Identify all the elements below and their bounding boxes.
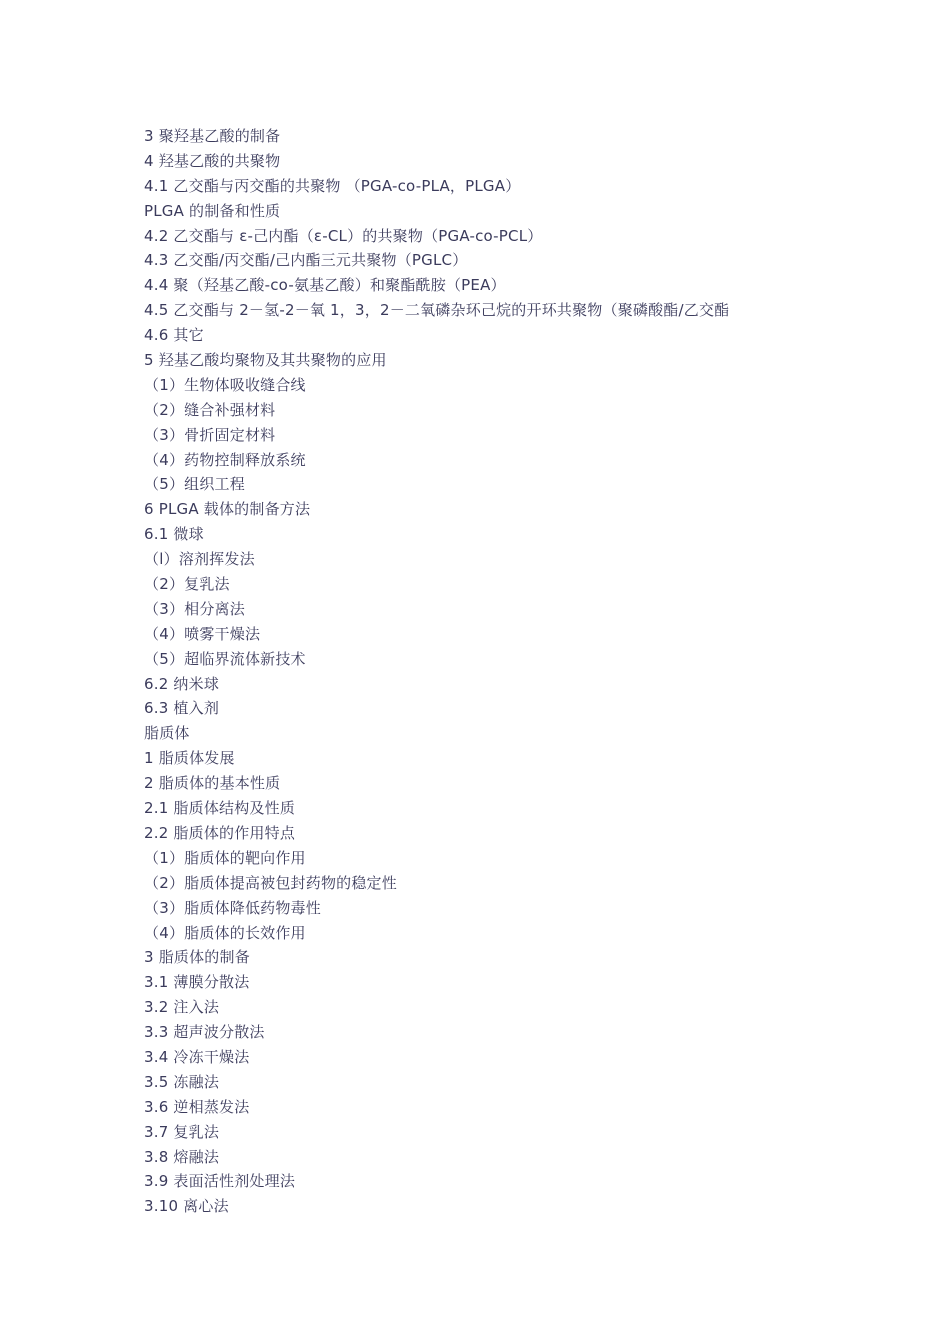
- heading-6-2: 6.2 纳米球: [144, 674, 220, 693]
- heading-2-2: 2.2 脂质体的作用特点: [144, 823, 296, 842]
- heading-4-2: 4.2 乙交酯与 ε-己内酯（ε-CL）的共聚物（PGA-co-PCL）: [144, 226, 543, 245]
- list-item: （3）骨折固定材料: [144, 425, 276, 444]
- heading-2: 2 脂质体的基本性质: [144, 774, 281, 793]
- heading-4-5: 4.5 乙交酯与 2－氢-2－氧 1，3，2－二氧磷杂环己烷的开环共聚物（聚磷酸酯/乙交酯: [144, 301, 730, 320]
- text-line: PLGA 的制备和性质: [144, 201, 281, 220]
- list-item: （4）药物控制释放系统: [144, 450, 306, 469]
- list-item: （2）缝合补强材料: [144, 400, 276, 419]
- heading-4-3: 4.3 乙交酯/丙交酯/己内酯三元共聚物（PGLC）: [144, 251, 468, 270]
- heading-6-3: 6.3 植入剂: [144, 699, 220, 718]
- list-item: （4）脂质体的长效作用: [144, 923, 306, 942]
- list-item: （2）脂质体提高被包封药物的稳定性: [144, 873, 397, 892]
- heading-3-4: 3.4 冷冻干燥法: [144, 1047, 250, 1066]
- list-item: （5）超临界流体新技术: [144, 649, 306, 668]
- list-item: （1）脂质体的靶向作用: [144, 848, 306, 867]
- document-body: [144, 124, 844, 1219]
- heading-6: 6 PLGA 载体的制备方法: [144, 500, 311, 519]
- heading-6-1: 6.1 微球: [144, 525, 204, 544]
- heading-3-8: 3.8 熔融法: [144, 1147, 220, 1166]
- heading-3-9: 3.9 表面活性剂处理法: [144, 1172, 296, 1191]
- list-item: （1）生物体吸收缝合线: [144, 375, 306, 394]
- heading-3-1: 3.1 薄膜分散法: [144, 973, 250, 992]
- list-item: （3）脂质体降低药物毒性: [144, 898, 321, 917]
- list-item: （3）相分离法: [144, 599, 245, 618]
- list-item: （4）喷雾干燥法: [144, 624, 261, 643]
- heading-4: 4 羟基乙酸的共聚物: [144, 151, 281, 170]
- heading-4-1: 4.1 乙交酯与丙交酯的共聚物 （PGA-co-PLA，PLGA）: [144, 176, 521, 195]
- heading-4-4: 4.4 聚（羟基乙酸-co-氨基乙酸）和聚酯酰胺（PEA）: [144, 276, 506, 295]
- heading-3-5: 3.5 冻融法: [144, 1072, 220, 1091]
- heading-4-6: 4.6 其它: [144, 326, 204, 345]
- heading-2-1: 2.1 脂质体结构及性质: [144, 799, 296, 818]
- heading-3-10: 3.10 离心法: [144, 1197, 229, 1216]
- heading-5: 5 羟基乙酸均聚物及其共聚物的应用: [144, 351, 387, 370]
- heading-3: 3 聚羟基乙酸的制备: [144, 127, 281, 145]
- heading-1: 1 脂质体发展: [144, 749, 235, 768]
- list-item: （5）组织工程: [144, 475, 245, 494]
- section-title: 脂质体: [144, 724, 190, 743]
- heading-3-7: 3.7 复乳法: [144, 1122, 220, 1141]
- heading-3-2: 3.2 注入法: [144, 998, 220, 1017]
- list-item: （l）溶剂挥发法: [144, 550, 255, 569]
- heading-3-3: 3.3 超声波分散法: [144, 1023, 265, 1042]
- heading-3: 3 脂质体的制备: [144, 948, 250, 967]
- list-item: （2）复乳法: [144, 575, 230, 594]
- heading-3-6: 3.6 逆相蒸发法: [144, 1097, 250, 1116]
